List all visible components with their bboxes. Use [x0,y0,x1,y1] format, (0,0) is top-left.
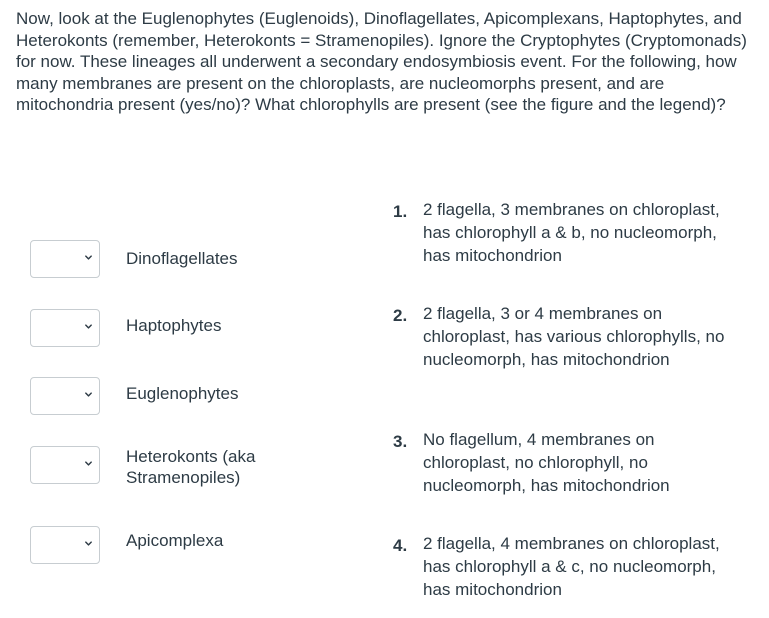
match-row-dinoflagellates [30,240,326,278]
answer-option-1 [393,198,743,267]
item-label: Haptophytes [126,316,222,335]
answer-dropdown-apicomplexa[interactable] [30,526,100,564]
answer-dropdown-heterokonts[interactable] [30,446,100,484]
answer-text: 2 flagella, 3 or 4 membranes on chloroplast, has various chlorophylls, no nucleomorph, has mitochondrion [423,304,725,369]
answer-number: 1. [393,202,408,221]
match-row-euglenophytes [30,377,326,415]
answer-option-3 [393,428,743,497]
answer-number: 3. [393,432,408,451]
answer-text: 2 flagella, 4 membranes on chloroplast, has chlorophyll a & c, no nucleomorph, has mitochondrion [423,534,720,599]
match-row-heterokonts [30,446,296,488]
answer-dropdown-haptophytes[interactable] [30,309,100,347]
answer-dropdown-dinoflagellates[interactable] [30,240,100,278]
answer-option-2 [393,302,743,371]
answer-dropdown-euglenophytes[interactable] [30,377,100,415]
answer-text: 2 flagella, 3 membranes on chloroplast, has chlorophyll a & b, no nucleomorph, has mitochondrion [423,200,720,265]
chevron-down-icon [84,459,93,468]
item-label: Apicomplexa [126,531,224,550]
item-label: Euglenophytes [126,384,239,403]
question-text: Now, look at the Euglenophytes (Euglenoids), Dinoflagellates, Apicomplexans, Haptophytes, and Heterokonts (remember, Heterokonts = Stramenopiles). Ignore the Cryptophytes (Cryptomonads) for now. These lineages all underwent a secondary endosymbiosis event. For the following, how many membranes are present on the chloroplasts, are nucleomorphs present, and are mitochondria present (yes/no)? What chlorophylls are present (see the figure and the legend)? [16,9,747,114]
answer-option-4 [393,532,743,601]
match-row-apicomplexa [30,526,326,564]
item-label: Heterokonts (aka Stramenopiles) [126,447,256,487]
item-label: Dinoflagellates [126,249,238,268]
answer-number: 4. [393,536,408,555]
answer-number: 2. [393,306,408,325]
answer-text: No flagellum, 4 membranes on chloroplast, no chlorophyll, no nucleomorph, has mitochondrion [423,430,670,495]
match-row-haptophytes [30,309,326,347]
chevron-down-icon [84,322,93,331]
chevron-down-icon [84,539,93,548]
chevron-down-icon [84,390,93,399]
chevron-down-icon [84,253,93,262]
